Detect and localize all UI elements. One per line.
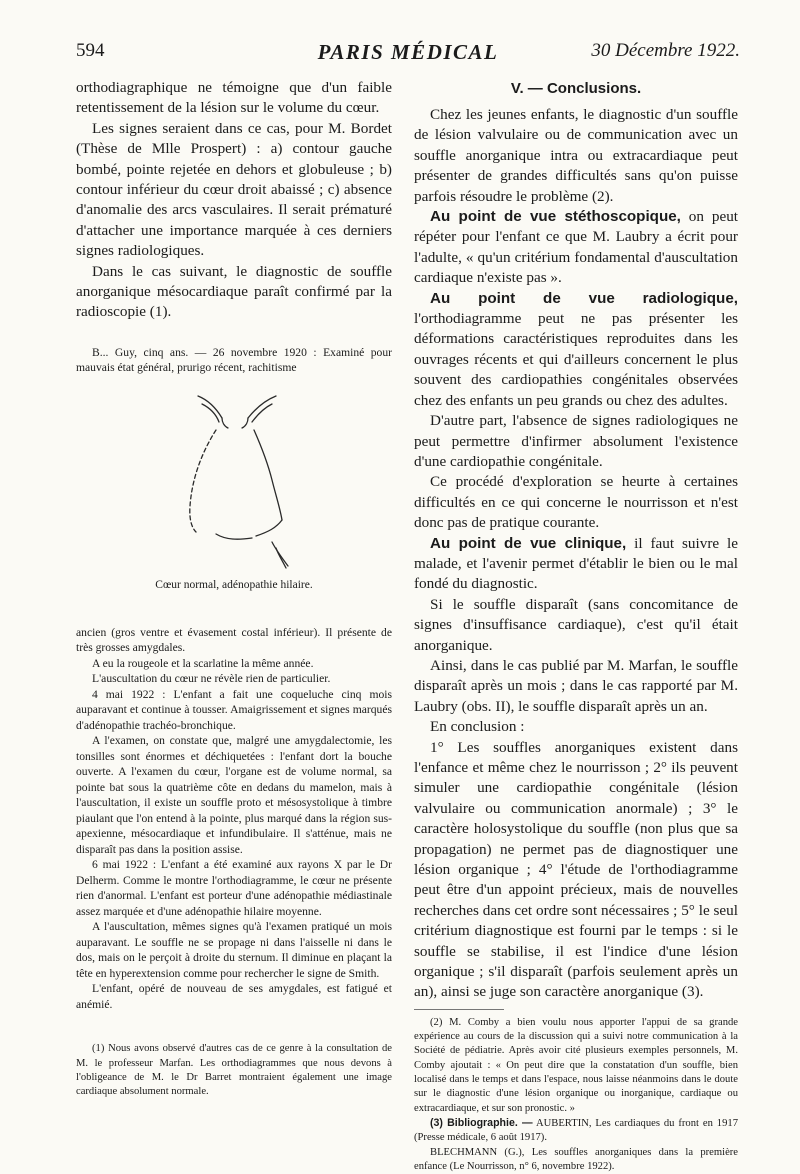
- journal-title: PARIS MÉDICAL: [317, 40, 499, 64]
- case-paragraph: L'enfant, opéré de nouveau de ses amygdales, est fatigué et anémié.: [76, 982, 392, 1011]
- case-paragraph: ancien (gros ventre et évasement costal inférieur). Il présente de très grosses amygdales.: [76, 625, 392, 655]
- footnote: (2) M. Comby a bien voulu nous apporter l'appui de sa grande expérience au cours de la discussion qui a suivi notre communication à la Société de pédiatrie. Après avoir cité plusieurs exemples personnels, M. Comby ajoutait : « On peut dire que la constatation d'un souffle, bien localisé dans le temps et dans l'espace, nous laisse néanmoins dans le doute sur le diagnostic d'une lésion organique ou inorganique, cardiaque ou extracardiaque, et sur son pronostic. »: [414, 1016, 738, 1114]
- page-number: 594: [76, 40, 105, 61]
- paragraph: D'autre part, l'absence de signes radiologiques ne peut permettre d'infirmer absolument l'existence d'une cardiopathie congénitale.: [414, 412, 738, 470]
- case-paragraph: 4 mai 1922 : L'enfant a fait une coqueluche cinq mois auparavant et continue à tousser. Amaigrissement et signes marqués d'adénopathie trachéo-bronchique.: [76, 687, 392, 732]
- lead-in: Au point de vue radiologique,: [430, 289, 738, 307]
- orthodiagram-figure: [76, 382, 392, 587]
- case-paragraph: L'auscultation du cœur ne révèle rien de particulier.: [92, 672, 331, 686]
- paragraph: 1° Les souffles anorganiques existent dans l'enfance et même chez le nourrisson ; 2° ils peuvent simuler une cardiopathie congénitale (lésion valvulaire ou communication anormale) ; 3° le caractère holosystolique du souffle (non plus que sa propagation) ne permet pas de diagnostiquer une lésion organique ; 4° l'étude de l'orthodiagramme peut être d'un appoint précieux, mais de nouvelles recherches dans cet ordre sont nécessaires ; 5° le seul critérium diagnostique est fourni par le temps : si le souffle se stabilise, il est l'indice d'une lésion organique ; s'il disparaît (parfois seulement après un an), ainsi se juge son caractère anorganique (3).: [414, 738, 738, 1001]
- paragraph: Ainsi, dans le cas publié par M. Marfan, le souffle disparaît après un mois ; dans le cas rapporté par M. Laubry (obs. II), le souffle disparaît après un an.: [414, 656, 738, 715]
- paragraph: [414, 207, 738, 289]
- paragraph: [414, 534, 738, 595]
- paragraph: Ce procédé d'exploration se heurte à certaines difficultés en ce qui concerne le nourrisson et n'est donc pas de pratique courante.: [414, 473, 738, 532]
- footnote: [414, 1116, 738, 1146]
- case-paragraph: A eu la rougeole et la scarlatine la même année.: [92, 656, 314, 670]
- paragraph: Chez les jeunes enfants, le diagnostic d'un souffle de lésion valvulaire ou de communication avec un souffle anorganique intra ou extracardiaque peut présenter de grandes difficultés sans qu'on puisse parfois résoudre le problème (2).: [414, 106, 738, 205]
- page-header: [76, 40, 740, 70]
- paragraph-text: l'orthodiagramme peut ne pas présenter les déformations caractéristiques reproduites dans les ouvrages récents et qui d'ailleurs concernent le plus souvent des cardiopathies congénitales observées chez des enfants un peu grands ou chez des adultes.: [414, 310, 738, 409]
- footnote-divider: [414, 1009, 504, 1010]
- case-paragraph: A l'auscultation, mêmes signes qu'à l'examen pratiqué un mois auparavant. Le souffle ne se propage ni dans l'aisselle ni dans le dos, mais on le perçoit à droite du sternum. Il diminue en plaçant la tête en hyperextension comme pour rechercher le signe de Smith.: [76, 920, 392, 980]
- orthodiagram-drawing: [76, 382, 392, 587]
- section-title: V. — Conclusions.: [510, 80, 642, 97]
- bibliography-heading: (3) Bibliographie. —: [430, 1116, 533, 1129]
- case-intro: B... Guy, cinq ans. — 26 novembre 1920 : Examiné pour mauvais état général, prurigo récent, rachitisme: [76, 345, 392, 375]
- paragraph-text: il faut suivre le malade, et l'avenir permet d'établir le bien ou le mal fondé du diagnostic.: [414, 534, 738, 593]
- footnote: BLECHMANN (G.), Les souffles anorganiques dans la première enfance (Le Nourrisson, n° 6, novembre 1922).: [414, 1146, 738, 1172]
- lead-in: Au point de vue stéthoscopique,: [430, 208, 681, 226]
- footnote: (1) Nous avons observé d'autres cas de ce genre à la consultation de M. le professeur Marfan. Les orthodiagrammes que nous devons à l'obligeance de M. le Dr Barret montraient également une image cardiaque absolument normale.: [76, 1043, 392, 1098]
- case-paragraph: 6 mai 1922 : L'enfant a été examiné aux rayons X par le Dr Delherm. Comme le montre l'orthodiagramme, le cœur ne présente rien d'anormal. L'enfant est porteur d'une adénopathie médiastinale assez marquée et d'une adénopathie hilaire moyenne.: [76, 858, 392, 918]
- figure-caption: Cœur normal, adénopathie hilaire.: [155, 578, 313, 591]
- case-paragraph: A l'examen, on constate que, malgré une amygdalectomie, les tonsilles sont énormes et déchiquetées : l'enfant dort la bouche ouverte. A l'examen du cœur, l'organe est de volume normal, sa pointe bat sous la quatrième côte en dedans du mamelon, mais à l'auscultation, il existe un souffle proto et mésosystolique à timbre piaulant que l'on entend à la pointe, plus marqué dans la région sus-apexienne, mésocardiaque et infundibulaire. Il s'atténue, mais ne disparaît pas dans la position assise.: [76, 734, 392, 856]
- issue-date: 30 Décembre 1922.: [591, 40, 740, 61]
- paragraph: Dans le cas suivant, le diagnostic de souffle anorganique mésocardiaque paraît confirmé par la radioscopie (1).: [76, 262, 392, 321]
- paragraph: Si le souffle disparaît (sans concomitance de signes d'insuffisance cardiaque), c'est qu'il était anorganique.: [414, 595, 738, 654]
- footnote-text: AUBERTIN, Les cardiaques du front en 1917 (Presse médicale, 6 août 1917).: [414, 1117, 738, 1144]
- right-column: [414, 78, 738, 1174]
- paragraph: Les signes seraient dans ce cas, pour M. Bordet (Thèse de Mlle Prospert) : a) contour gauche bombé, pointe rejetée en dehors et globuleuse ; b) contour inférieur du cœur droit abaissé ; c) absence d'anomalie des arcs vasculaires. Il serait prématuré d'attacher une importance marquée à ces derniers signes radiologiques.: [76, 119, 392, 260]
- paragraph: orthodiagraphique ne témoigne que d'un faible retentissement de la lésion sur le volume du cœur.: [76, 79, 392, 117]
- left-column: [76, 78, 392, 1100]
- paragraph: En conclusion :: [430, 718, 525, 736]
- lead-in: Au point de vue clinique,: [430, 534, 627, 552]
- paragraph-text: on peut répéter pour l'enfant ce que M. Laubry a écrit pour l'adulte, « qu'un critérium fondamental d'auscultation cardiaque n'existe pas ».: [414, 208, 739, 287]
- paragraph: [414, 289, 738, 411]
